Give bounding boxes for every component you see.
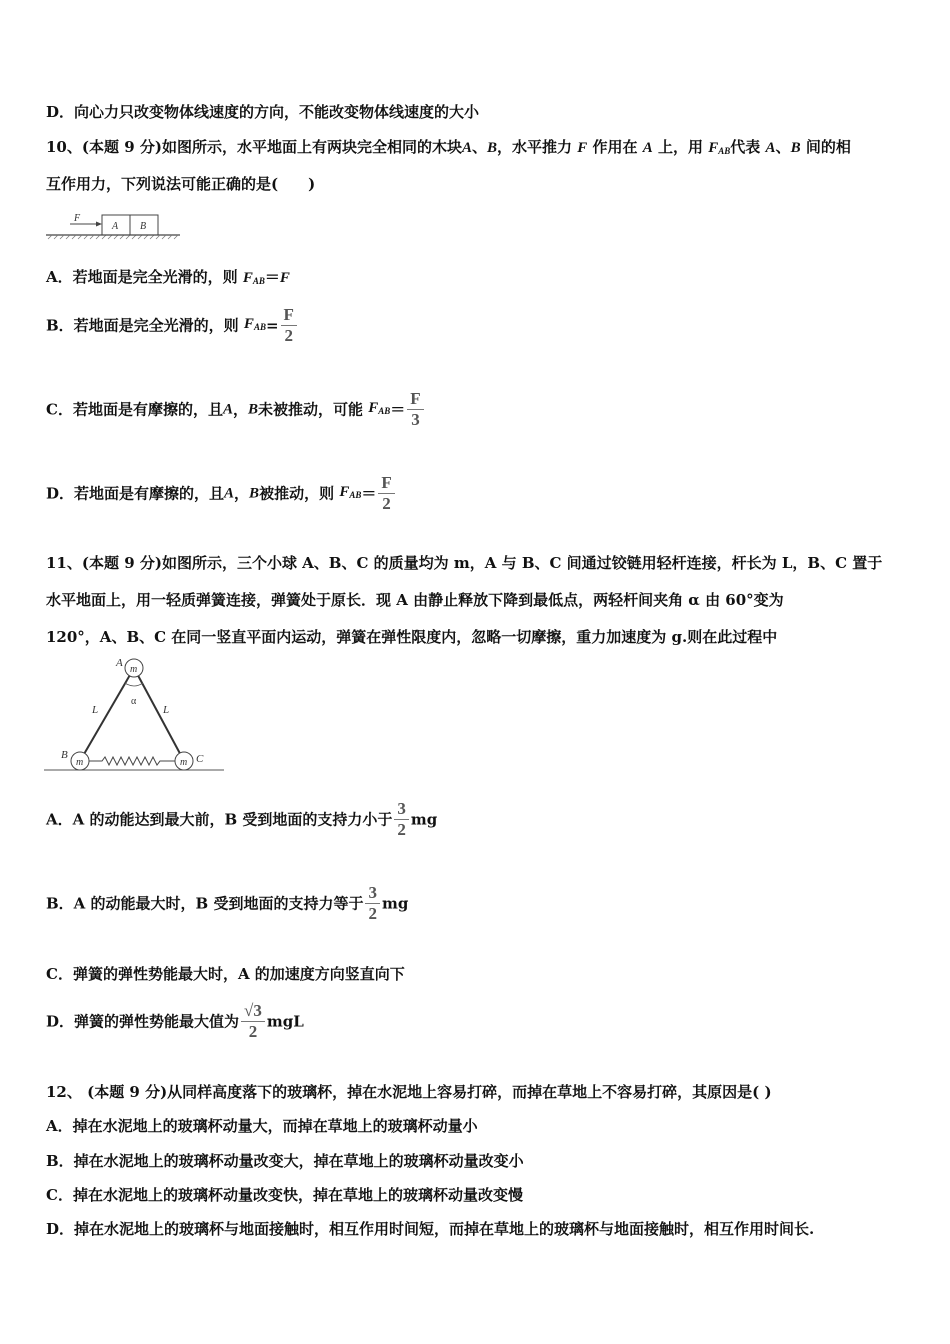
- mass-label-b: m: [76, 757, 84, 768]
- arrowhead-icon: [96, 222, 102, 227]
- var-f: F: [577, 140, 588, 156]
- q11-option-c: C．弹簧的弹性势能最大时，A 的加速度方向竖直向下: [46, 965, 405, 983]
- var-fab: $F_{AB}$: [368, 400, 391, 416]
- fraction: $\frac{3}{2}$: [394, 799, 409, 840]
- q10-stem-text: 上，用: [658, 138, 704, 156]
- q11-stem-line-2: 水平地面上，用一轻质弹簧连接，弹簧处于原长．现 A 由静止释放下降到最低点，两轻杆间夹角 α 由 60°变为: [46, 591, 784, 609]
- var-fab: $F_{AB}$: [243, 316, 266, 332]
- fraction: $\frac{F}{2}$: [281, 305, 297, 346]
- block-b-label: B: [140, 221, 147, 232]
- var-b: B: [486, 140, 497, 156]
- label-a: A: [116, 657, 123, 669]
- separator: 、: [471, 138, 487, 156]
- var-a: A: [642, 140, 653, 156]
- q11-triangle-figure: [44, 654, 226, 776]
- q10-option-b: B．若地面是完全光滑的，则 $F_{AB}=$ $\frac{F}{2}$: [46, 305, 299, 346]
- var-fab: $F_{AB}$: [708, 140, 731, 156]
- fraction: $\frac{√3}{2}$: [241, 1001, 265, 1042]
- var-fab: $F_{AB}$: [339, 484, 362, 500]
- rod-left: [80, 668, 134, 761]
- q12-option-b: B．掉在水泥地上的玻璃杯动量改变大，掉在草地上的玻璃杯动量改变小: [46, 1152, 524, 1170]
- q10-stem-text: 间的相: [805, 138, 851, 156]
- fraction: $\frac{F}{3}$: [407, 389, 423, 430]
- q10-option-c: C．若地面是有摩擦的，且A，B未被推动，可能 $F_{AB}=$ $\frac{F}{3}$: [46, 389, 426, 430]
- separator: 、: [775, 138, 791, 156]
- label-c: C: [196, 753, 204, 765]
- q12-option-d: D．掉在水泥地上的玻璃杯与地面接触时，相互作用时间短，而掉在草地上的玻璃杯与地面接触时，相互作用时间长.: [46, 1220, 815, 1238]
- var-fab: $F_{AB}$: [242, 270, 265, 286]
- q10-blocks-figure: [44, 210, 184, 242]
- mass-label-a: m: [130, 664, 138, 675]
- label-b: B: [61, 749, 68, 761]
- var-a: A: [765, 140, 776, 156]
- q9-option-d: D．向心力只改变物体线速度的方向，不能改变物体线速度的大小: [46, 103, 480, 121]
- q10-stem-text: 代表: [730, 138, 761, 156]
- q12-stem: 12、 (本题 9 分)从同样高度落下的玻璃杯，掉在水泥地上容易打碎，而掉在草地上不容易打碎，其原因是( ): [46, 1083, 772, 1101]
- q11-option-d: D．弹簧的弹性势能最大值为 $\frac{√3}{2}$ mgL: [46, 1001, 304, 1041]
- q12-option-a: A．掉在水泥地上的玻璃杯动量大，而掉在草地上的玻璃杯动量小: [46, 1117, 478, 1135]
- q10-stem-text: 10、(本题 9 分)如图所示，水平地面上有两块完全相同的木块: [46, 138, 462, 156]
- q11-option-b: B．A 的动能最大时，B 受到地面的支持力等于 $\frac{3}{2}$ mg: [46, 883, 409, 923]
- var-b: B: [790, 140, 801, 156]
- q10-option-d: D．若地面是有摩擦的，且A，B被推动，则 $F_{AB}=$ $\frac{F}{2}$: [46, 473, 397, 514]
- rod-label-left: L: [92, 704, 99, 716]
- q10-stem-text: ，水平推力: [497, 138, 573, 156]
- q11-stem-line-1: 11、(本题 9 分)如图所示，三个小球 A、B、C 的质量均为 m，A 与 B、C 间通过铰链用轻杆连接，杆长为 L，B、C 置于: [46, 554, 883, 572]
- ground-hatch: [46, 235, 180, 239]
- force-label: F: [74, 213, 81, 224]
- fraction: $\frac{3}{2}$: [365, 883, 380, 924]
- rod-right: [134, 668, 184, 761]
- spring: [89, 757, 175, 765]
- block-a-label: A: [112, 221, 119, 232]
- fraction: $\frac{F}{2}$: [378, 473, 394, 514]
- var-a: A: [461, 140, 472, 156]
- var-f: F: [279, 270, 290, 286]
- angle-label: α: [131, 696, 137, 707]
- q12-option-c: C．掉在水泥地上的玻璃杯动量改变快，掉在草地上的玻璃杯动量改变慢: [46, 1186, 523, 1204]
- angle-arc: [125, 683, 143, 686]
- q11-stem-line-3: 120°，A、B、C 在同一竖直平面内运动，弹簧在弹性限度内，忽略一切摩擦，重力加速度为 g.则在此过程中: [46, 628, 778, 646]
- q10-stem-text: 作用在: [592, 138, 638, 156]
- mass-label-c: m: [180, 757, 188, 768]
- q10-option-a: A．若地面是完全光滑的，则 $F_{AB}=F$: [46, 268, 290, 286]
- rod-label-right: L: [163, 704, 170, 716]
- q10-stem-line-2: 互作用力，下列说法可能正确的是( ): [46, 175, 316, 193]
- q10-stem-line-1: [46, 137, 851, 161]
- q11-option-a: A．A 的动能达到最大前，B 受到地面的支持力小于 $\frac{3}{2}$ mg: [46, 799, 438, 839]
